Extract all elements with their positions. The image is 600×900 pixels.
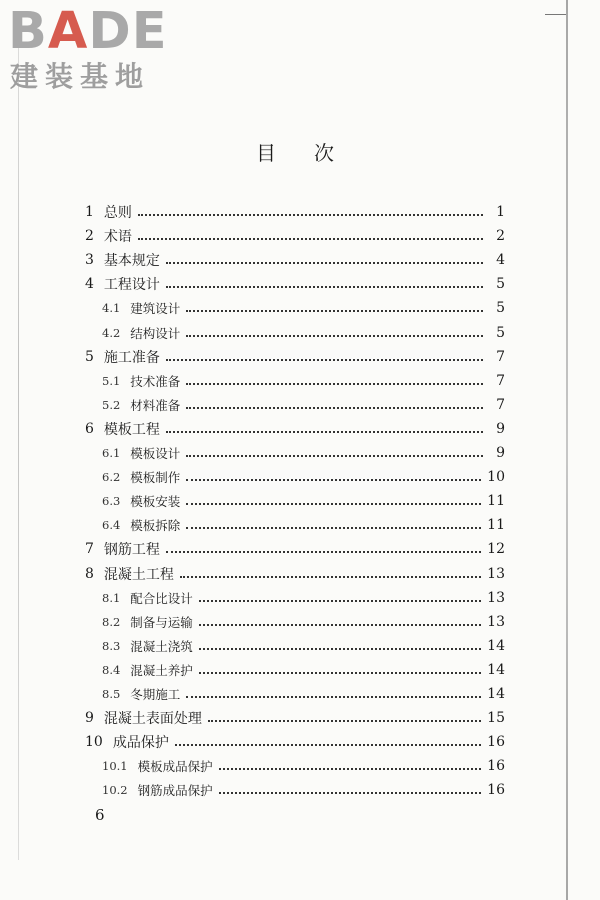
- toc-leader-dots: [199, 600, 481, 602]
- toc-page-number: 5: [496, 300, 505, 317]
- toc-label: 模板制作: [130, 470, 181, 486]
- toc-subentry[interactable]: [102, 587, 505, 609]
- toc-subentry[interactable]: [102, 490, 505, 512]
- toc-label: 模板拆除: [130, 518, 181, 534]
- toc-label: 成品保护: [112, 735, 169, 752]
- toc-leader-dots: [199, 672, 481, 674]
- toc-page-number: 13: [487, 589, 505, 606]
- toc-subentry[interactable]: [102, 755, 505, 777]
- toc-page-number: 16: [487, 782, 505, 799]
- toc-label: 冬期施工: [130, 687, 181, 702]
- toc-leader-dots: [186, 455, 483, 457]
- toc-label: 基本规定: [103, 253, 160, 270]
- toc-label: 混凝土浇筑: [130, 638, 193, 654]
- toc-leader-dots: [186, 527, 481, 529]
- toc-label: 结构设计: [130, 325, 181, 341]
- page-number: 6: [95, 806, 105, 824]
- toc-page-number: 2: [496, 228, 505, 245]
- toc-page-number: 15: [487, 710, 505, 727]
- toc-number: 5.2: [102, 397, 121, 412]
- toc-subentry[interactable]: [102, 466, 505, 488]
- toc-entry[interactable]: [85, 538, 505, 560]
- toc-page-number: 9: [496, 420, 505, 437]
- toc-number: 3: [85, 252, 94, 269]
- toc-page-number: 7: [496, 348, 505, 365]
- toc-number: 8.5: [102, 687, 121, 701]
- toc-entry[interactable]: [85, 201, 505, 223]
- toc-page-number: 11: [487, 493, 505, 510]
- toc-subentry[interactable]: [102, 659, 505, 681]
- toc-leader-dots: [186, 383, 483, 385]
- toc-label: 模板设计: [130, 446, 181, 461]
- toc-number: 2: [85, 228, 94, 245]
- toc-page-number: 13: [487, 565, 505, 582]
- scan-edge-left: [18, 40, 19, 860]
- toc-number: 1: [85, 204, 94, 220]
- toc-page-number: 14: [487, 637, 505, 654]
- toc-page-number: 11: [487, 517, 505, 534]
- toc-page-number: 12: [487, 541, 505, 558]
- toc-number: 4: [85, 276, 94, 293]
- toc-leader-dots: [186, 335, 483, 337]
- watermark-subtitle: 建装基地: [10, 60, 151, 93]
- toc-number: 9: [85, 710, 94, 727]
- toc-number: 6.2: [102, 470, 121, 485]
- toc-label: 技术准备: [130, 373, 181, 389]
- toc-label: 混凝土工程: [103, 566, 174, 583]
- toc-number: 8.3: [102, 638, 121, 653]
- toc-number: 10.1: [102, 759, 128, 774]
- toc-entry[interactable]: [85, 707, 505, 729]
- toc-leader-dots: [199, 648, 481, 650]
- toc-label: 术语: [103, 229, 132, 246]
- toc-label: 工程设计: [103, 277, 160, 294]
- toc-entry[interactable]: [85, 249, 505, 271]
- toc-number: 8: [85, 565, 94, 582]
- toc-leader-dots: [186, 407, 483, 409]
- toc-leader-dots: [166, 431, 483, 433]
- toc-page-number: 5: [496, 324, 505, 341]
- toc-label: 施工准备: [103, 349, 160, 366]
- toc-page-number: 14: [487, 686, 505, 702]
- toc-entry[interactable]: [85, 563, 505, 585]
- page-title: 目次: [256, 141, 372, 165]
- toc-label: 混凝土养护: [130, 662, 193, 678]
- toc-page-number: 7: [496, 396, 505, 413]
- toc-number: 10.2: [102, 783, 128, 798]
- toc-label: 模板安装: [130, 494, 181, 510]
- toc-leader-dots: [166, 286, 483, 288]
- toc-subentry[interactable]: [102, 370, 505, 392]
- toc-page-number: 16: [487, 758, 505, 775]
- toc-subentry[interactable]: [102, 683, 505, 705]
- toc-leader-dots: [175, 744, 481, 746]
- toc-leader-dots: [186, 696, 481, 698]
- toc-number: 6.1: [102, 446, 121, 460]
- toc-number: 5: [85, 348, 94, 365]
- toc-label: 模板成品保护: [137, 759, 213, 775]
- toc-leader-dots: [186, 310, 483, 312]
- toc-label: 混凝土表面处理: [103, 711, 202, 728]
- toc-subentry[interactable]: [102, 611, 505, 633]
- watermark-logo: [6, 2, 176, 97]
- toc-page-number: 4: [496, 252, 505, 269]
- toc-label: 配合比设计: [130, 590, 193, 606]
- scan-edge-right: [566, 0, 568, 900]
- toc-entry[interactable]: [85, 273, 505, 295]
- toc-page-number: 7: [496, 372, 505, 389]
- toc-leader-dots: [138, 214, 483, 216]
- toc-leader-dots: [180, 576, 481, 578]
- toc-leader-dots: [219, 768, 482, 770]
- toc-page-number: 10: [487, 469, 505, 486]
- toc-page-number: 1: [496, 204, 505, 220]
- toc-subentry[interactable]: [102, 322, 505, 344]
- toc-number: 6.4: [102, 518, 121, 533]
- toc-subentry[interactable]: [102, 394, 505, 416]
- toc-number: 7: [85, 541, 94, 558]
- scan-top-rule: [545, 14, 566, 15]
- toc-number: 8.2: [102, 614, 121, 629]
- toc-page-number: 16: [487, 734, 505, 751]
- toc-number: 5.1: [102, 373, 121, 388]
- toc-subentry[interactable]: [102, 635, 505, 657]
- toc-number: 4.1: [102, 301, 121, 316]
- toc-subentry[interactable]: [102, 514, 505, 536]
- toc-number: 4.2: [102, 325, 121, 340]
- toc-number: 6.3: [102, 494, 121, 509]
- toc-entry[interactable]: [85, 418, 505, 440]
- toc-leader-dots: [186, 503, 481, 505]
- toc-page-number: 9: [496, 445, 505, 461]
- toc-leader-dots: [208, 720, 481, 722]
- toc-entry[interactable]: [85, 225, 505, 247]
- toc-label: 钢筋成品保护: [137, 783, 213, 799]
- toc-leader-dots: [199, 624, 481, 626]
- toc-leader-dots: [166, 551, 481, 553]
- toc-leader-dots: [166, 262, 483, 264]
- toc-page-number: 5: [496, 276, 505, 293]
- toc-number: 8.1: [102, 590, 121, 605]
- toc-page-number: 13: [487, 613, 505, 630]
- toc-leader-dots: [138, 238, 483, 240]
- toc-label: 钢筋工程: [103, 542, 160, 559]
- toc-page-number: 14: [487, 661, 505, 678]
- toc-subentry[interactable]: [102, 779, 505, 801]
- toc-number: 8.4: [102, 662, 121, 677]
- toc-entry[interactable]: [85, 731, 505, 753]
- watermark-brand: BADE: [8, 2, 168, 61]
- toc-subentry[interactable]: [102, 442, 505, 464]
- toc-label: 建筑设计: [130, 301, 181, 317]
- toc-leader-dots: [186, 479, 481, 481]
- toc-label: 模板工程: [103, 421, 160, 438]
- toc-number: 10: [85, 734, 103, 751]
- toc-label: 制备与运输: [130, 614, 193, 630]
- toc-number: 6: [85, 420, 94, 437]
- toc-entry[interactable]: [85, 346, 505, 368]
- toc-subentry[interactable]: [102, 297, 505, 319]
- toc-label: 材料准备: [130, 397, 181, 413]
- toc-leader-dots: [166, 359, 483, 361]
- toc-label: 总则: [103, 205, 132, 221]
- toc-leader-dots: [219, 792, 482, 794]
